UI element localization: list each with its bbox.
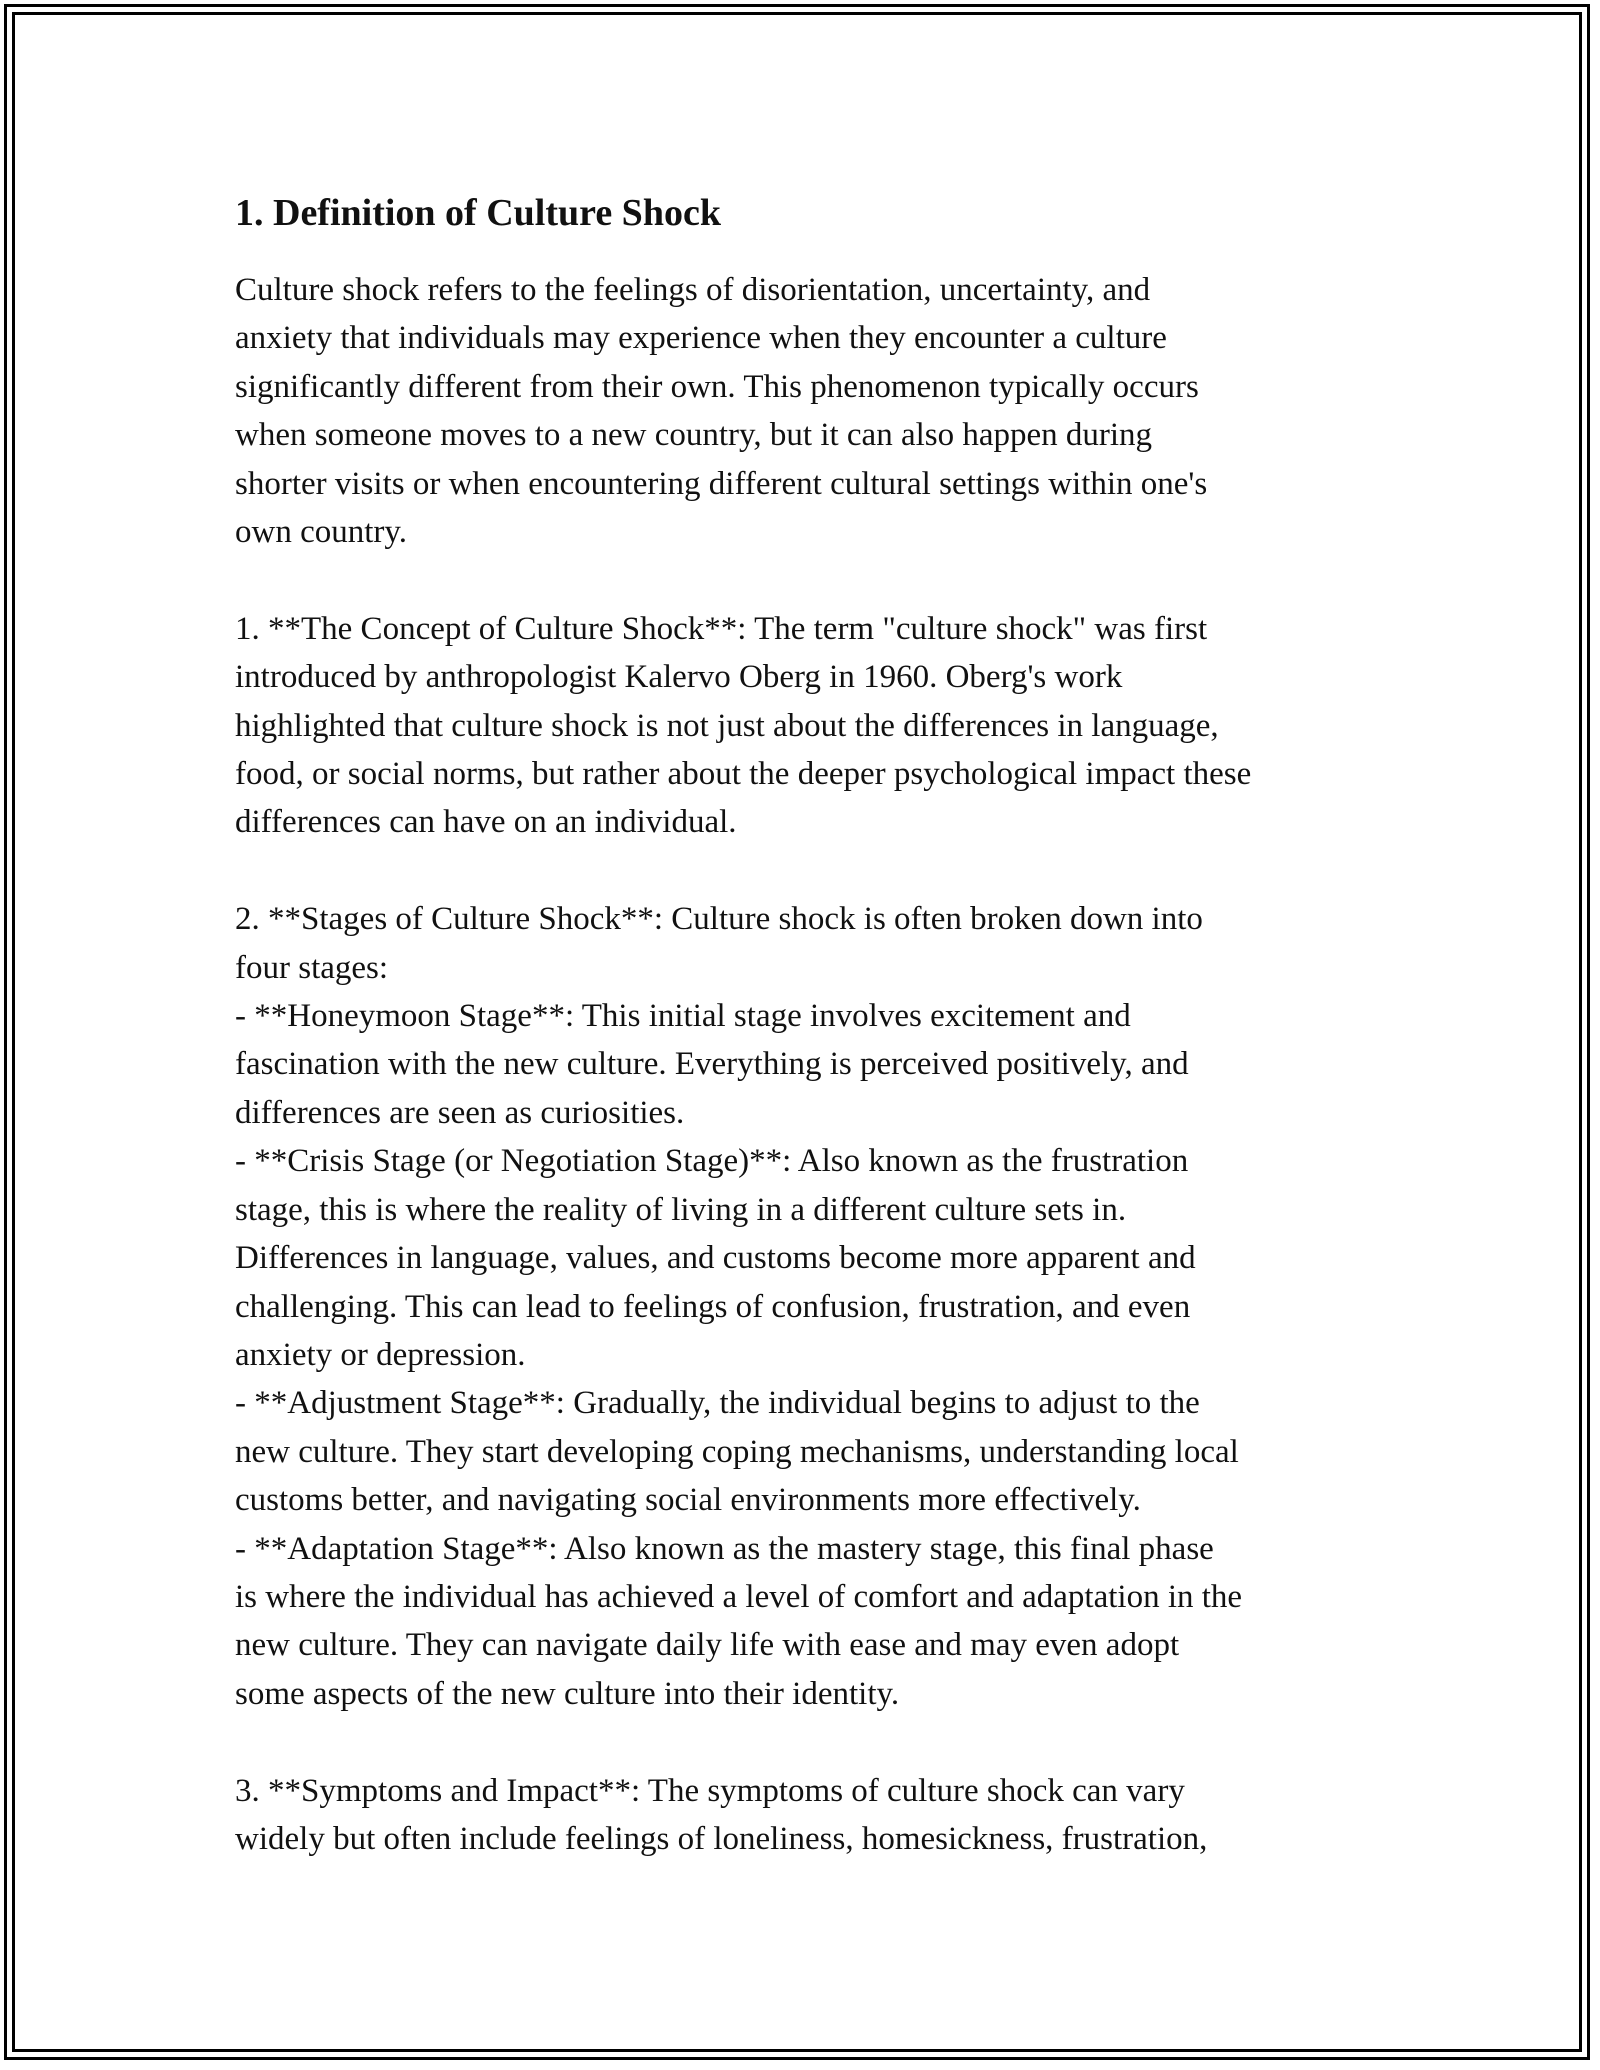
paragraph-gap: [235, 847, 1375, 895]
paragraph-definition: Culture shock refers to the feelings of disorientation, uncertainty, and anxiety that individuals may experience when they encounter a culture significantly different from their own. This phenomenon typically occurs when someone moves to a new country, but it can also happen during shorter visits or when encountering different cultural settings within one's own country.: [235, 272, 1208, 551]
paragraph-symptoms: 3. **Symptoms and Impact**: The symptoms of culture shock can vary widely but often include feelings of loneliness, homesickness, frustration,: [235, 1772, 1208, 1857]
document-body: [235, 188, 1375, 1863]
paragraph-gap: [235, 1718, 1375, 1766]
paragraph-stages: 2. **Stages of Culture Shock**: Culture shock is often broken down into four stages: - **Honeymoon Stage**: This initial stage involves excitement and fascination with the new culture. Everything is perceived positively, and differences are seen as curiosities. - **Crisis Stage (or Negotiation Stage)**: Also known as the frustration stage, this is where the reality of living in a different culture sets in. Differences in language, values, and customs become more apparent and challenging. This can lead to feelings of confusion, frustration, and even anxiety or depression. - **Adjustment Stage**: Gradually, the individual begins to adjust to the new culture. They start developing coping mechanisms, understanding local customs better, and navigating social environments more effectively. - **Adaptation Stage**: Also known as the mastery stage, this final phase is where the individual has achieved a level of comfort and adaptation in the new culture. They can navigate daily life with ease and may even adopt some aspects of the new culture into their identity.: [235, 901, 1243, 1712]
section-heading: 1. Definition of Culture Shock: [235, 192, 721, 234]
paragraph-concept: 1. **The Concept of Culture Shock**: The term "culture shock" was first introduced by anthropologist Kalervo Oberg in 1960. Oberg's work highlighted that culture shock is not just about the differences in language, food, or social norms, but rather about the deeper psychological impact these differences can have on an individual.: [235, 610, 1252, 841]
paragraph-gap: [235, 556, 1375, 604]
